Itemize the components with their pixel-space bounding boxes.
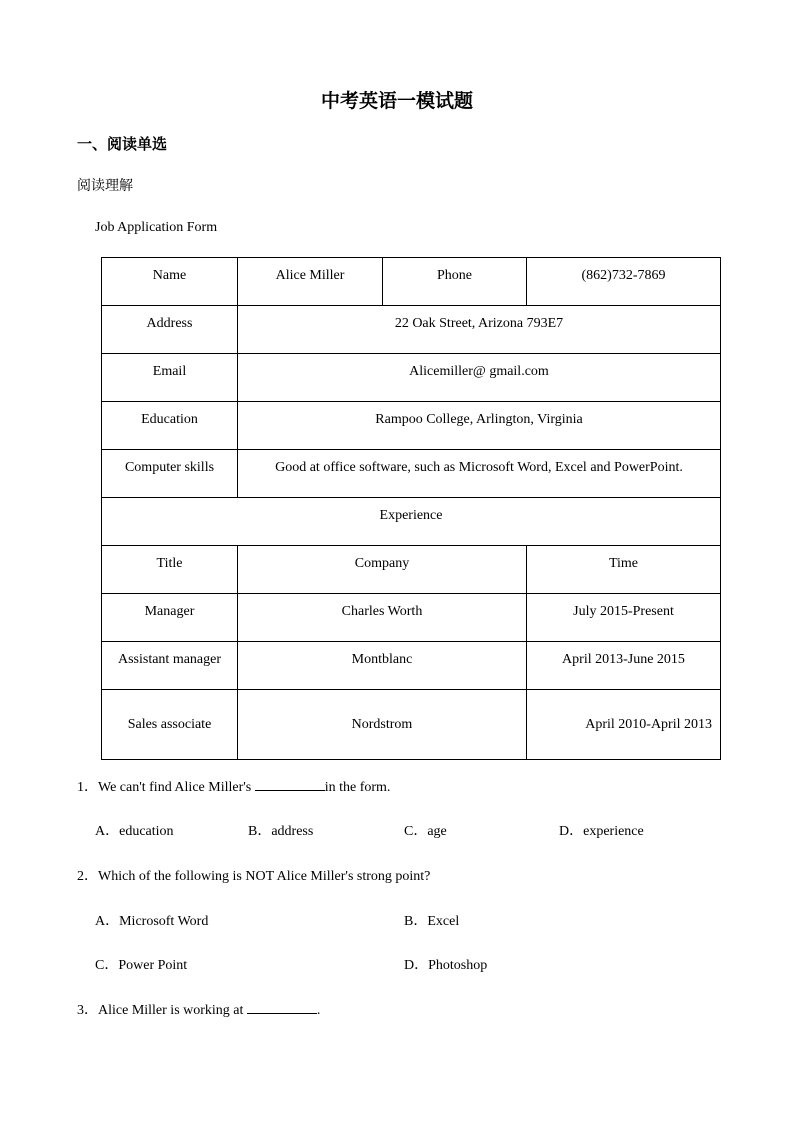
- education-label: Education: [102, 402, 238, 450]
- phone-label: Phone: [383, 258, 527, 306]
- job-application-table: [101, 257, 721, 760]
- email-label: Email: [102, 354, 238, 402]
- phone-value: (862)732-7869: [527, 258, 721, 306]
- address-label: Address: [102, 306, 238, 354]
- answer-blank: [255, 776, 325, 791]
- section-title: 一、阅读单选: [77, 135, 168, 153]
- skills-value: Good at office software, such as Microsoft Word, Excel and PowerPoint.: [238, 450, 721, 498]
- exp-time: April 2013-June 2015: [527, 642, 721, 690]
- exp-time: April 2010-April 2013: [527, 690, 721, 760]
- exp-title: Assistant manager: [102, 642, 238, 690]
- table-row: [102, 546, 721, 594]
- question-1: [77, 776, 390, 796]
- option-a[interactable]: A．Microsoft Word: [95, 914, 209, 929]
- option-b[interactable]: B．Excel: [404, 914, 460, 929]
- table-row: [102, 690, 721, 760]
- exp-header-time: Time: [527, 546, 721, 594]
- exp-company: Montblanc: [238, 642, 527, 690]
- table-row: [102, 258, 721, 306]
- question-3-prefix: 3．Alice Miller is working at: [77, 1003, 247, 1018]
- question-1-suffix: in the form.: [324, 780, 391, 795]
- question-3-suffix: .: [316, 1003, 321, 1018]
- table-row: [102, 642, 721, 690]
- skills-label: Computer skills: [102, 450, 238, 498]
- subsection-title: 阅读理解: [77, 178, 133, 194]
- option-b[interactable]: B．address: [248, 824, 314, 839]
- table-row: [102, 354, 721, 402]
- exp-title: Manager: [102, 594, 238, 642]
- name-label: Name: [102, 258, 238, 306]
- question-1-prefix: 1．We can't find Alice Miller's: [77, 780, 255, 795]
- table-row: [102, 306, 721, 354]
- education-value: Rampoo College, Arlington, Virginia: [238, 402, 721, 450]
- table-row: [102, 402, 721, 450]
- option-a[interactable]: A．education: [95, 824, 174, 839]
- exp-title: Sales associate: [102, 690, 238, 760]
- name-value: Alice Miller: [238, 258, 383, 306]
- exp-header-title: Title: [102, 546, 238, 594]
- option-d[interactable]: D．Photoshop: [404, 958, 488, 973]
- exp-time: July 2015-Present: [527, 594, 721, 642]
- option-c[interactable]: C．Power Point: [95, 958, 188, 973]
- document-title: 中考英语一模试题: [320, 90, 473, 112]
- table-row: [102, 594, 721, 642]
- question-2: 2．Which of the following is NOT Alice Miller's strong point?: [77, 869, 431, 884]
- exp-company: Nordstrom: [238, 690, 527, 760]
- option-c[interactable]: C．age: [404, 824, 447, 839]
- exp-header-company: Company: [238, 546, 527, 594]
- table-row: [102, 498, 721, 546]
- email-value: Alicemiller@ gmail.com: [238, 354, 721, 402]
- option-d[interactable]: D．experience: [559, 824, 644, 839]
- form-title: Job Application Form: [95, 220, 218, 235]
- experience-header: Experience: [102, 498, 721, 546]
- exp-company: Charles Worth: [238, 594, 527, 642]
- table-row: [102, 450, 721, 498]
- answer-blank: [247, 999, 317, 1014]
- address-value: 22 Oak Street, Arizona 793E7: [238, 306, 721, 354]
- question-3: [77, 999, 320, 1019]
